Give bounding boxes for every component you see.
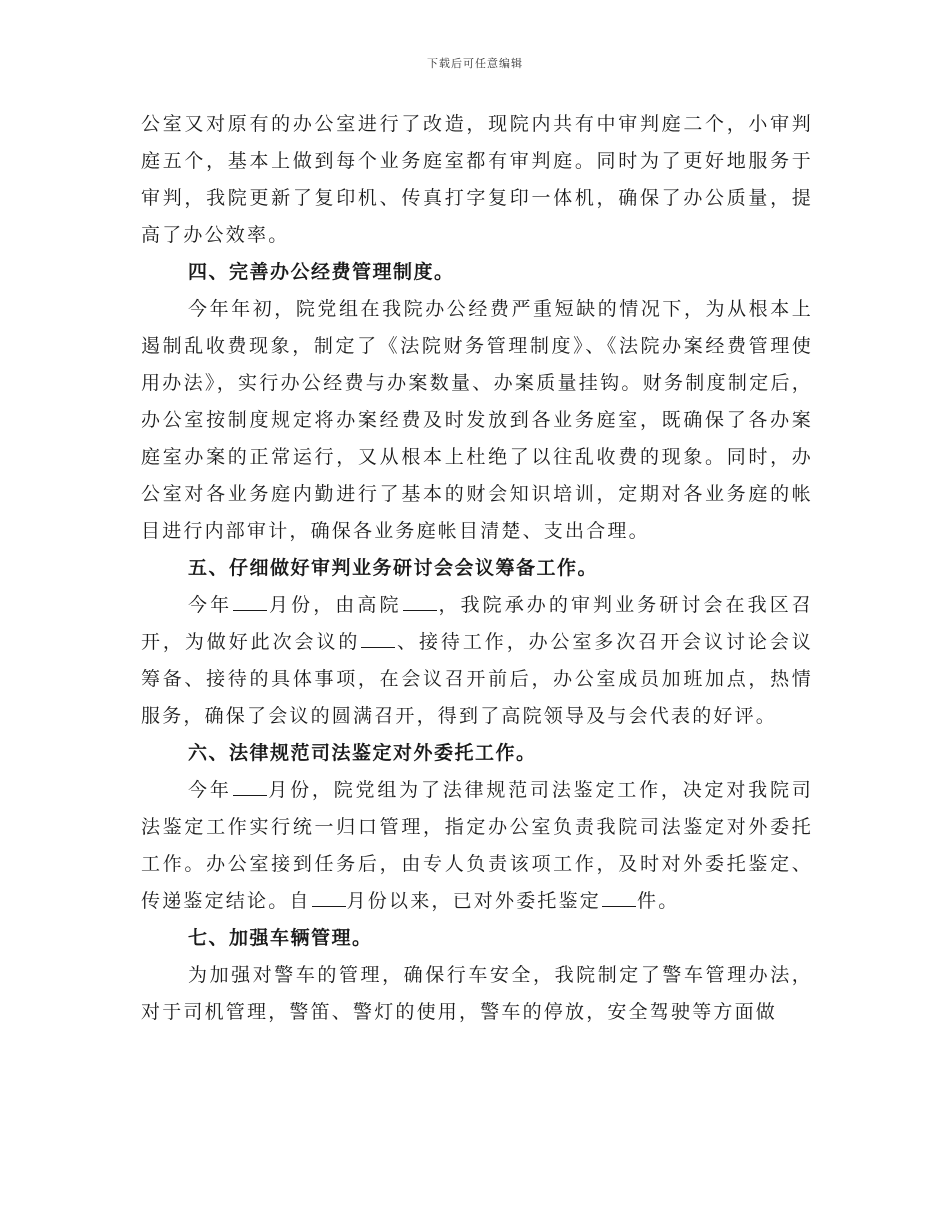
document-body (141, 106, 813, 1031)
fill-blank (403, 592, 437, 611)
section-heading-4: 四、完善办公经费管理制度。 (188, 261, 455, 283)
fill-blank (361, 629, 395, 648)
page-header-note: 下载后可任意编辑 (427, 57, 523, 70)
section-heading-7: 七、加强车辆管理。 (188, 927, 373, 949)
paragraph-6-part-c: 月份以来，已对外委托鉴定 (346, 890, 602, 912)
paragraph-6 (141, 772, 813, 920)
fill-blank (312, 888, 346, 907)
paragraph-7: 为加强对警车的管理，确保行车安全，我院制定了警车管理办法，对于司机管理，警笛、警灯的使用，警车的停放，安全驾驶等方面做 (141, 964, 813, 1023)
paragraph-5-part-b: 月份，由高院 (268, 594, 402, 616)
paragraph-5-part-d: 、接待工作，办公室多次召开会议讨论会议筹备、接待的具体事项，在会议召开前后，办公室成员加班加点，热情服务，确保了会议的圆满召开，得到了高院领导及与会代表的好评。 (141, 631, 813, 727)
paragraph-5-part-a: 今年 (188, 594, 233, 616)
fill-blank (233, 777, 267, 796)
paragraph-6-part-b: 月份，院党组为了法律规范司法鉴定工作，决定对我院司法鉴定工作实行统一归口管理，指定办公室负责我院司法鉴定对外委托工作。办公室接到任务后，由专人负责该项工作，及时对外委托鉴定、传递鉴定结论。自 (141, 779, 813, 912)
paragraph-4: 今年年初，院党组在我院办公经费严重短缺的情况下，为从根本上遏制乱收费现象，制定了《法院财务管理制度》、《法院办案经费管理使用办法》，实行办公经费与办案数量、办案质量挂钩。财务制度制定后，办公室按制度规定将办案经费及时发放到各业务庭室，既确保了各办案庭室办案的正常运行，又从根本上杜绝了以往乱收费的现象。同时，办公室对各业务庭内勤进行了基本的财会知识培训，定期对各业务庭的帐目进行内部审计，确保各业务庭帐目清楚、支出合理。 (141, 298, 813, 542)
paragraph-intro: 公室又对原有的办公室进行了改造，现院内共有中审判庭二个，小审判庭五个，基本上做到每个业务庭室都有审判庭。同时为了更好地服务于审判，我院更新了复印机、传真打字复印一体机，确保了办公质量，提高了办公效率。 (141, 113, 813, 246)
paragraph-6-part-d: 件。 (637, 890, 680, 912)
paragraph-6-part-a: 今年 (188, 779, 232, 801)
section-heading-5: 五、仔细做好审判业务研讨会会议筹备工作。 (188, 557, 599, 579)
paragraph-5 (141, 587, 813, 735)
paragraph-5-part-c: ，我院承办的审判业务研讨会在我区召开，为做好此次会议的 (141, 594, 813, 653)
fill-blank (233, 592, 267, 611)
fill-blank (602, 888, 636, 907)
section-heading-6: 六、法律规范司法鉴定对外委托工作。 (188, 742, 537, 764)
